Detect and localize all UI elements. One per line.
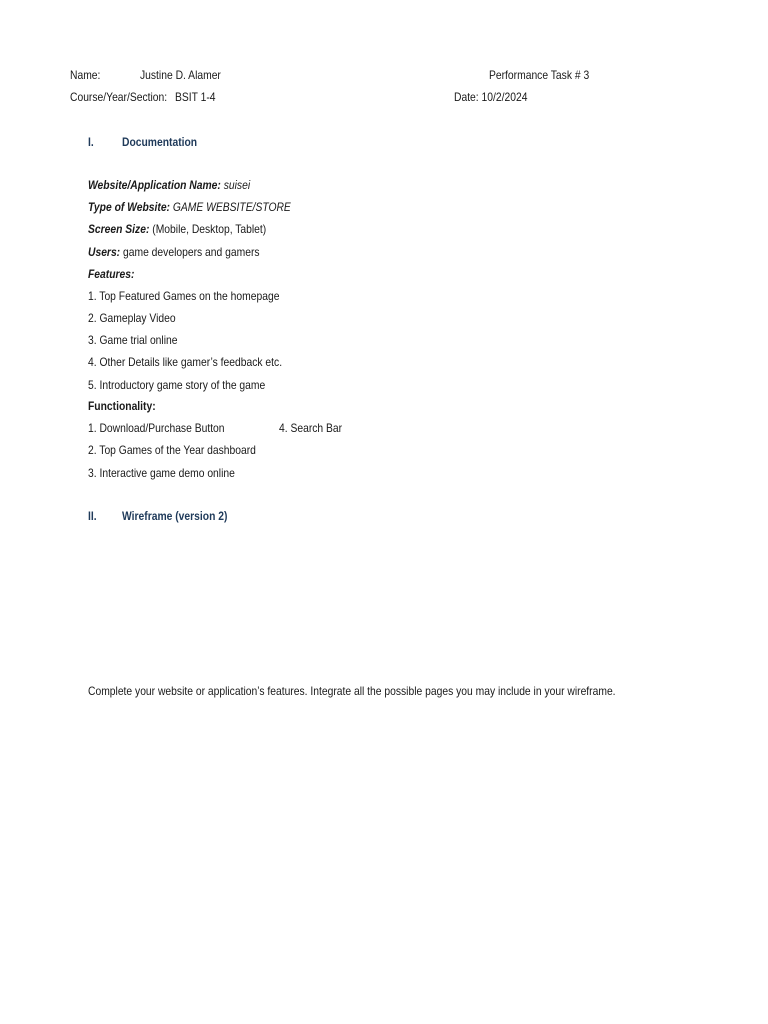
course-value: BSIT 1-4 (175, 90, 216, 104)
feature-item: 1. Top Featured Games on the homepage (88, 289, 280, 303)
instruction-text: Complete your website or application’s features. Integrate all the possible pages you may include in your wireframe. (88, 684, 616, 698)
functionality-item: 3. Interactive game demo online (88, 466, 235, 480)
section-1-numeral: I. (88, 135, 94, 149)
functionality-item: 1. Download/Purchase Button (88, 421, 225, 435)
features-label: Features: (88, 267, 135, 281)
performance-task: Performance Task # 3 (489, 68, 590, 82)
section-2-numeral: II. (88, 509, 97, 523)
feature-item: 4. Other Details like gamer’s feedback etc. (88, 355, 283, 369)
feature-item: 5. Introductory game story of the game (88, 378, 266, 392)
course-label: Course/Year/Section: (70, 90, 168, 104)
functionality-item: 2. Top Games of the Year dashboard (88, 443, 256, 457)
type-value: GAME WEBSITE/STORE (172, 200, 291, 214)
feature-item: 3. Game trial online (88, 333, 178, 347)
app-name-label: Website/Application Name: (88, 178, 221, 192)
app-name-line (88, 178, 250, 192)
section-2-title: Wireframe (version 2) (122, 509, 228, 523)
screen-size-label: Screen Size: (88, 222, 150, 236)
screen-size-line (88, 222, 266, 236)
section-1-title: Documentation (122, 135, 198, 149)
type-line (88, 200, 291, 214)
users-value: game developers and gamers (123, 245, 260, 259)
feature-item: 2. Gameplay Video (88, 311, 176, 325)
functionality-item: 4. Search Bar (279, 421, 343, 435)
name-label: Name: (70, 68, 101, 82)
screen-size-value: (Mobile, Desktop, Tablet) (152, 222, 267, 236)
app-name-value: suisei (223, 178, 251, 192)
users-label: Users: (88, 245, 121, 259)
date: Date: 10/2/2024 (454, 90, 528, 104)
users-line (88, 245, 260, 259)
functionality-label: Functionality: (88, 399, 156, 413)
type-label: Type of Website: (88, 200, 170, 214)
name-value: Justine D. Alamer (140, 68, 221, 82)
